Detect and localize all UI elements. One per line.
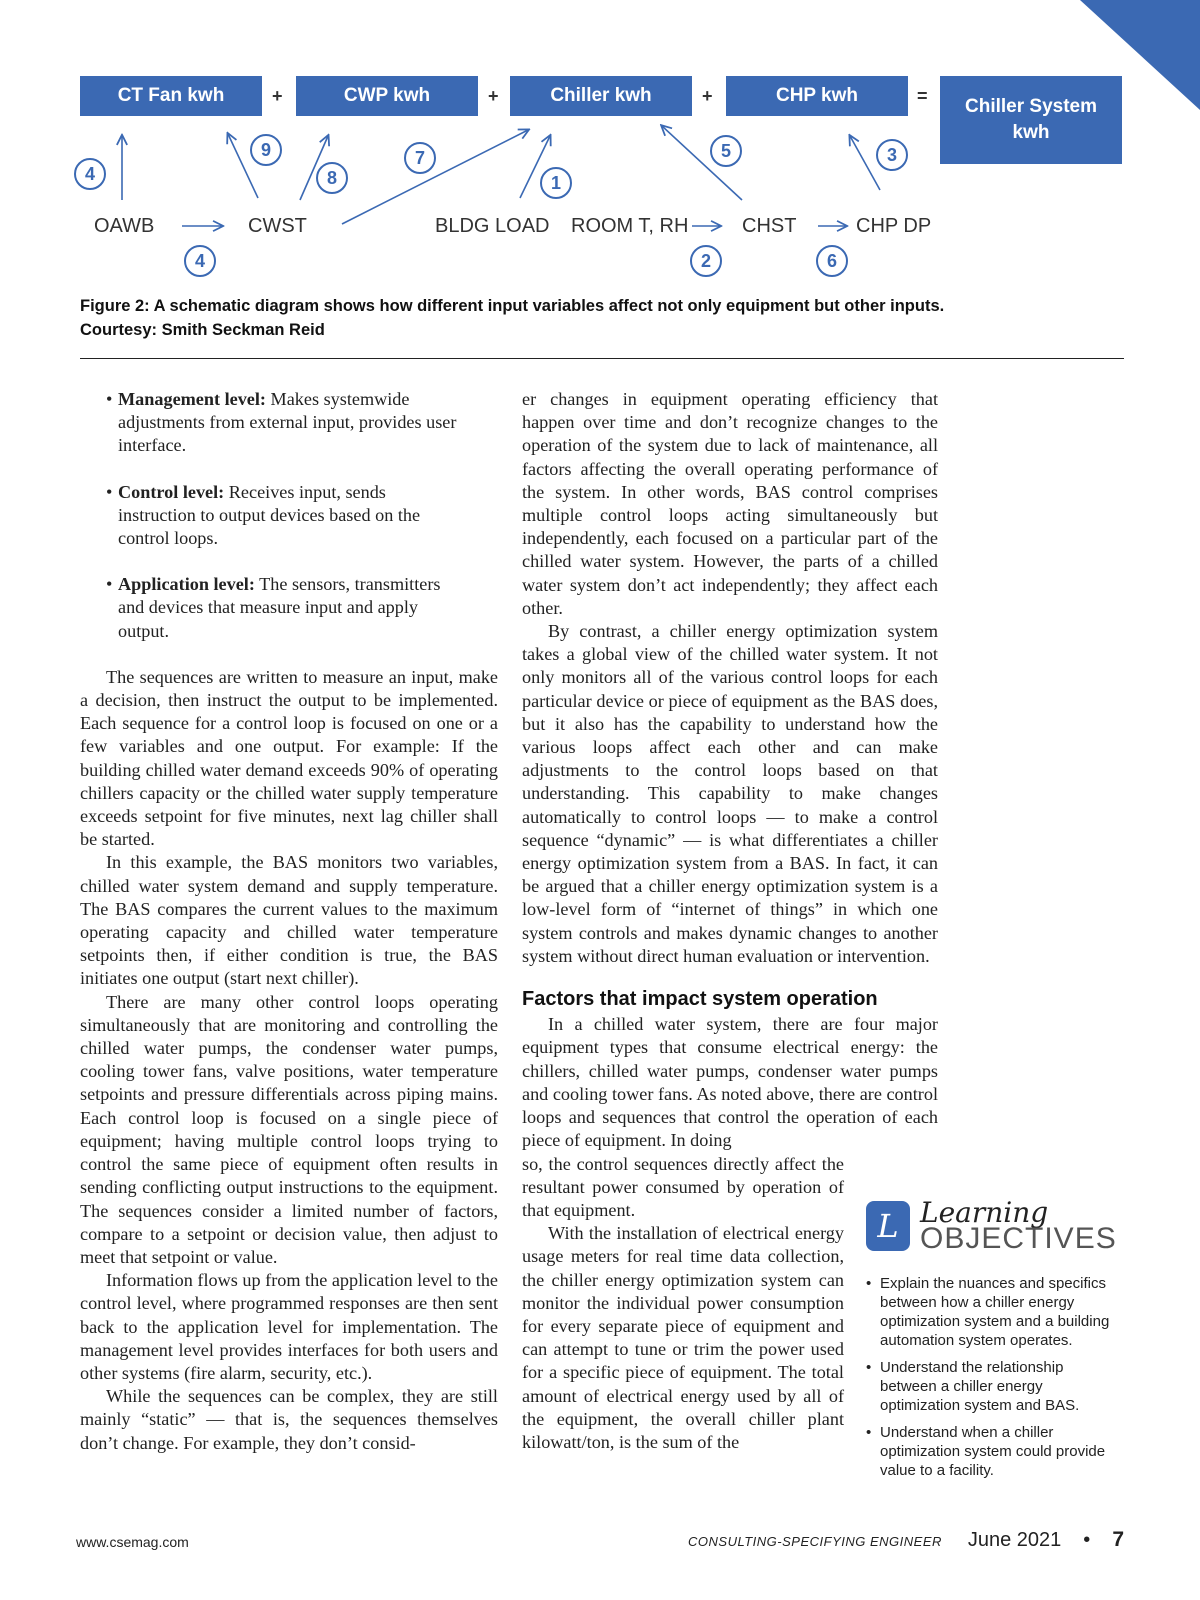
learning-badge-icon: L (866, 1201, 910, 1251)
list-item: • Management level: Makes systemwide adjustments from external input, provides user interface. (106, 388, 466, 458)
body-paragraph: While the sequences can be complex, they are still mainly “static” — that is, the sequences themselves don’t change. For example, they don’t consid- (80, 1386, 498, 1453)
left-column (80, 388, 498, 1455)
box-chp-kwh: CHP kwh (726, 76, 908, 116)
marker-circle: 3 (876, 139, 908, 171)
figure-caption (80, 294, 1120, 342)
body-paragraph: er changes in equipment operating efficiency that happen over time and don’t recognize changes to the operation of the system due to lack of maintenance, all factors affecting the overall operating performance of the system. In other words, BAS control comprises multiple control loops acting simultaneously but independently, each focused on a particular part of the chilled water system. However, the parts of a chilled water system don’t act independently; they affect each other. (522, 389, 938, 618)
publication-name: CONSULTING-SPECIFYING ENGINEER (688, 1534, 942, 1549)
body-paragraph: With the installation of electrical energy usage meters for real time data collection, the chiller energy optimization system can monitor the individual power consumption for every separate piece of equipment and can attempt to tune or trim the power used for a specific piece of equipment. The total amount of electrical energy used by all of the equipment, the overall chiller plant kilowatt/ton, is the sum of the (522, 1223, 844, 1452)
var-bldg-load: BLDG LOAD (435, 215, 550, 237)
body-paragraph: Information flows up from the application level to the control level, where programmed responses are then sent back to the application level for implementation. The management level provides interfaces for both users and other systems (fire alarm, security, etc.). (80, 1270, 498, 1383)
caption-credit: Courtesy: Smith Seckman Reid (80, 321, 325, 339)
issue-date: June 2021 (967, 1529, 1062, 1551)
var-cwst: CWST (248, 215, 307, 237)
level-list (106, 388, 466, 643)
operator-plus: + (702, 86, 713, 106)
marker-circle: 5 (710, 135, 742, 167)
body-paragraph: In this example, the BAS monitors two variables, chilled water system demand and supply temperature. The BAS compares the current values to the maximum operating capacity and chilled water temperature setpoints then, if either condition is true, the BAS initiates one output (start next chiller). (80, 852, 498, 989)
marker-circle: 4 (74, 158, 106, 190)
list-item: • Application level: The sensors, transmitters and devices that measure input and apply output. (106, 573, 466, 643)
page-number: 7 (1112, 1528, 1124, 1551)
body-paragraph: By contrast, a chiller energy optimization system takes a global view of the chilled water system. It not only monitors all of the various control loops for each particular device or piece of equipment as the BAS does, but it also has the capability to understand how the various loops affect each other and can make adjustments to the control loops based on that understanding. This capability to make changes automatically to control loops — to make a control sequence “dynamic” — is what differentiates a chiller energy optimization system from a BAS. In fact, it can be argued that a chiller energy optimization system is a low-level form of “internet of things” in which one system controls and makes dynamic changes to another system without direct human evaluation or intervention. (522, 621, 938, 966)
marker-circle: 9 (250, 134, 282, 166)
marker-circle: 7 (404, 142, 436, 174)
section-heading: Factors that impact system operation (522, 988, 878, 1011)
list-item: • Understand when a chiller optimization system could provide value to a facility. (866, 1423, 1116, 1480)
marker-circle: 4 (184, 245, 216, 277)
marker-circle: 8 (316, 162, 348, 194)
learning-objectives-list (866, 1274, 1116, 1488)
footer-website: www.csemag.com (76, 1534, 189, 1550)
objectives-title: OBJECTIVES (920, 1222, 1117, 1255)
marker-circle: 1 (540, 167, 572, 199)
caption-line: Figure 2: A schematic diagram shows how different input variables affect not only equipment but other inputs. (80, 297, 945, 315)
marker-circle: 2 (690, 245, 722, 277)
learning-title: Learning (920, 1196, 1049, 1229)
list-item: • Explain the nuances and specifics between how a chiller energy optimization system and a building automation system operates. (866, 1274, 1116, 1350)
box-chiller-kwh: Chiller kwh (510, 76, 692, 116)
operator-equals: = (917, 86, 928, 106)
arrow-lines (0, 0, 1200, 300)
footer-separator: • (1083, 1529, 1091, 1551)
divider (80, 358, 1124, 359)
list-item: • Understand the relationship between a chiller energy optimization system and BAS. (866, 1358, 1116, 1415)
operator-plus: + (272, 86, 283, 106)
box-ct-fan-kwh: CT Fan kwh (80, 76, 262, 116)
marker-circle: 6 (816, 245, 848, 277)
body-paragraph: In a chilled water system, there are four major equipment types that consume electrical energy: the chillers, chilled water pumps, condenser water pumps and cooling tower fans. As noted above, there are control loops and sequences that control the operation of each piece of equipment. In doing (522, 1014, 938, 1151)
operator-plus: + (488, 86, 499, 106)
box-chiller-system-kwh: Chiller System kwh (940, 76, 1122, 164)
body-paragraph: The sequences are written to measure an input, make a decision, then instruct the output to be implemented. Each sequence for a control loop is focused on one or a few variables and one output. For example: If the building chilled water demand exceeds 90% of operating chillers capacity or the chilled water supply temperature exceeds setpoint for five minutes, next lag chiller shall be started. (80, 666, 498, 850)
var-chp-dp: CHP DP (856, 215, 932, 237)
footer-info (688, 1528, 1124, 1552)
list-item: • Control level: Receives input, sends instruction to output devices based on the control loops. (106, 481, 466, 551)
body-paragraph: There are many other control loops operating simultaneously that are monitoring and controlling the chilled water pumps, the condenser water pumps, cooling tower fans, valve positions, water temperature setpoints and pressure differentials across piping mains. Each control loop is focused on a single piece of equipment; having multiple control loops trying to control the same piece of equipment often results in sending conflicting output instructions to the equipment. The sequences consider a limited number of factors, compare to a setpoint or decision value, then adjust to meet that setpoint or value. (80, 991, 498, 1267)
var-chst: CHST (742, 215, 797, 237)
box-cwp-kwh: CWP kwh (296, 76, 478, 116)
var-room-t-rh: ROOM T, RH (571, 215, 689, 237)
learning-objectives-header (866, 1196, 1117, 1255)
body-paragraph: so, the control sequences directly affect the resultant power consumed by operation of that equipment. (522, 1153, 844, 1220)
var-oawb: OAWB (94, 215, 155, 237)
